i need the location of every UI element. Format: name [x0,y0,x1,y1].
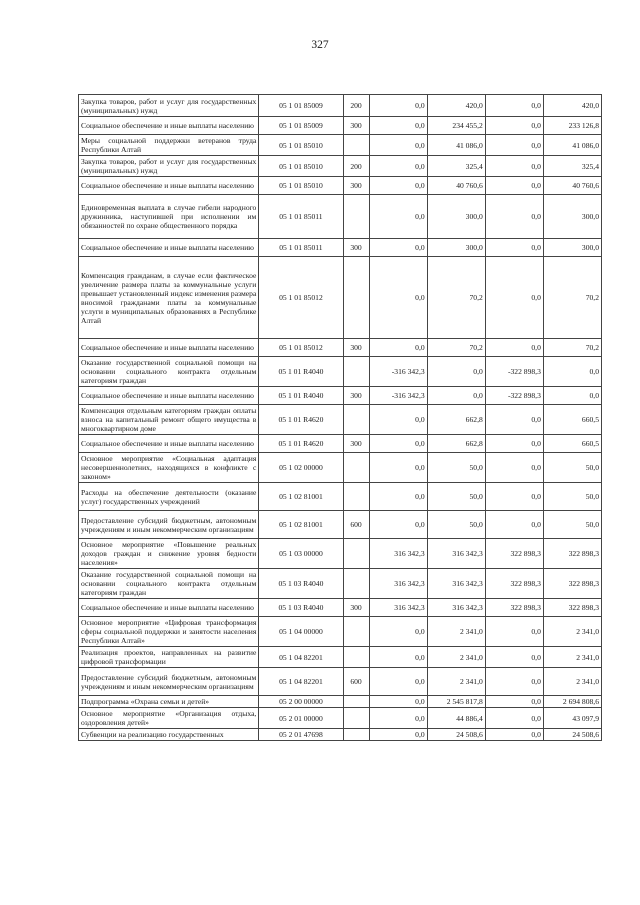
amount-cell: 0,0 [369,177,427,195]
expense-type-code: 300 [343,177,369,195]
target-article-code: 05 2 01 00000 [259,708,343,729]
amount-cell: 316 342,3 [369,569,427,599]
amount-cell: 41 086,0 [427,135,485,156]
target-article-code: 05 1 01 85009 [259,95,343,117]
expense-type-code: 300 [343,117,369,135]
expense-item-name: Оказание государственной социальной помощи на основании социального контракта отдельным категориям граждан [79,357,259,387]
expense-item-name: Закупка товаров, работ и услуг для государственных (муниципальных) нужд [79,95,259,117]
amount-cell: 0,0 [485,668,543,696]
amount-cell: 70,2 [543,339,601,357]
amount-cell: 40 760,6 [427,177,485,195]
table-row [79,357,602,387]
amount-cell: 662,8 [427,405,485,435]
expense-type-code [343,483,369,511]
budget-table-body [79,95,602,741]
amount-cell: 70,2 [427,339,485,357]
expense-item-name: Социальное обеспечение и иные выплаты населению [79,177,259,195]
expense-item-name: Социальное обеспечение и иные выплаты населению [79,387,259,405]
expense-type-code: 300 [343,435,369,453]
amount-cell: 300,0 [543,195,601,239]
table-row [79,95,602,117]
budget-table [78,94,602,741]
table-row [79,339,602,357]
amount-cell: 24 508,6 [427,729,485,741]
table-row [79,257,602,339]
amount-cell: 2 545 817,8 [427,696,485,708]
amount-cell: 50,0 [427,511,485,539]
amount-cell: 0,0 [543,357,601,387]
amount-cell: 0,0 [369,156,427,177]
expense-item-name: Предоставление субсидий бюджетным, автономным учреждениям и иным некоммерческим организациям [79,511,259,539]
expense-item-name: Расходы на обеспечение деятельности (оказание услуг) государственных учреждений [79,483,259,511]
expense-type-code: 200 [343,156,369,177]
target-article-code: 05 1 01 85010 [259,135,343,156]
amount-cell: 2 341,0 [427,617,485,647]
amount-cell: 0,0 [485,435,543,453]
amount-cell: 0,0 [369,435,427,453]
expense-item-name: Социальное обеспечение и иные выплаты населению [79,435,259,453]
target-article-code: 05 1 01 R4040 [259,387,343,405]
expense-item-name: Компенсация отдельным категориям граждан оплаты взноса на капитальный ремонт общего имущества в многоквартирном доме [79,405,259,435]
amount-cell: 662,8 [427,435,485,453]
target-article-code: 05 1 04 00000 [259,617,343,647]
amount-cell: 0,0 [485,177,543,195]
amount-cell: 420,0 [427,95,485,117]
target-article-code: 05 1 02 81001 [259,483,343,511]
amount-cell: 0,0 [369,453,427,483]
amount-cell: 0,0 [543,387,601,405]
table-row [79,599,602,617]
amount-cell: 420,0 [543,95,601,117]
table-row [79,617,602,647]
table-row [79,117,602,135]
table-row [79,511,602,539]
amount-cell: 322 898,3 [485,599,543,617]
expense-item-name: Реализация проектов, направленных на развитие цифровой трансформации [79,647,259,668]
target-article-code: 05 1 03 R4040 [259,569,343,599]
amount-cell: 0,0 [485,239,543,257]
amount-cell: 0,0 [485,257,543,339]
amount-cell: 70,2 [543,257,601,339]
target-article-code: 05 1 01 R4620 [259,435,343,453]
target-article-code: 05 1 01 85010 [259,177,343,195]
amount-cell: 0,0 [485,453,543,483]
expense-item-name: Субвенции на реализацию государственных [79,729,259,741]
expense-item-name: Основное мероприятие «Социальная адаптация несовершеннолетних, находящихся в конфликте с законом» [79,453,259,483]
amount-cell: 2 341,0 [427,647,485,668]
expense-type-code [343,729,369,741]
amount-cell: 0,0 [369,708,427,729]
target-article-code: 05 2 00 00000 [259,696,343,708]
table-row [79,435,602,453]
amount-cell: 322 898,3 [485,569,543,599]
expense-type-code [343,195,369,239]
amount-cell: 325,4 [543,156,601,177]
amount-cell: 316 342,3 [427,569,485,599]
amount-cell: 0,0 [369,696,427,708]
amount-cell: 300,0 [427,239,485,257]
expense-type-code [343,135,369,156]
expense-type-code [343,453,369,483]
amount-cell: 0,0 [369,405,427,435]
target-article-code: 05 1 01 85012 [259,257,343,339]
amount-cell: 0,0 [369,511,427,539]
expense-type-code: 600 [343,668,369,696]
amount-cell: 44 886,4 [427,708,485,729]
amount-cell: 322 898,3 [485,539,543,569]
amount-cell: 50,0 [427,453,485,483]
amount-cell: 322 898,3 [543,539,601,569]
page-number: 327 [311,39,329,51]
table-row [79,195,602,239]
expense-item-name: Закупка товаров, работ и услуг для государственных (муниципальных) нужд [79,156,259,177]
target-article-code: 05 1 01 85011 [259,195,343,239]
amount-cell: 0,0 [369,729,427,741]
expense-item-name: Основное мероприятие «Организация отдыха, оздоровления детей» [79,708,259,729]
amount-cell: 300,0 [543,239,601,257]
amount-cell: 233 126,8 [543,117,601,135]
target-article-code: 05 1 04 82201 [259,668,343,696]
amount-cell: 2 341,0 [543,668,601,696]
table-row [79,569,602,599]
expense-type-code [343,647,369,668]
amount-cell: 0,0 [485,339,543,357]
amount-cell: 0,0 [369,239,427,257]
amount-cell: 325,4 [427,156,485,177]
amount-cell: 0,0 [485,708,543,729]
amount-cell: 0,0 [485,696,543,708]
expense-item-name: Социальное обеспечение и иные выплаты населению [79,239,259,257]
amount-cell: 316 342,3 [427,599,485,617]
amount-cell: 0,0 [369,617,427,647]
amount-cell: 0,0 [369,483,427,511]
table-row [79,696,602,708]
amount-cell: 0,0 [485,617,543,647]
expense-type-code: 300 [343,599,369,617]
amount-cell: 300,0 [427,195,485,239]
expense-type-code: 600 [343,511,369,539]
amount-cell: 0,0 [369,95,427,117]
table-row [79,539,602,569]
table-row [79,239,602,257]
amount-cell: 316 342,3 [369,539,427,569]
amount-cell: 0,0 [369,257,427,339]
amount-cell: 0,0 [485,135,543,156]
target-article-code: 05 1 02 81001 [259,511,343,539]
target-article-code: 05 1 03 R4040 [259,599,343,617]
amount-cell: 50,0 [427,483,485,511]
expense-type-code [343,617,369,647]
expense-type-code [343,257,369,339]
amount-cell: 0,0 [485,156,543,177]
expense-type-code: 300 [343,387,369,405]
amount-cell: 0,0 [485,117,543,135]
table-row [79,387,602,405]
table-row [79,668,602,696]
amount-cell: -316 342,3 [369,357,427,387]
table-row [79,156,602,177]
amount-cell: 0,0 [485,405,543,435]
amount-cell: 316 342,3 [369,599,427,617]
target-article-code: 05 1 01 85012 [259,339,343,357]
target-article-code: 05 1 01 85011 [259,239,343,257]
expense-item-name: Предоставление субсидий бюджетным, автономным учреждениям и иным некоммерческим организациям [79,668,259,696]
expense-item-name: Подпрограмма «Охрана семьи и детей» [79,696,259,708]
amount-cell: 2 341,0 [427,668,485,696]
amount-cell: 322 898,3 [543,569,601,599]
amount-cell: 70,2 [427,257,485,339]
expense-item-name: Основное мероприятие «Повышение реальных доходов граждан и снижение уровня бедности населения» [79,539,259,569]
expense-type-code [343,539,369,569]
amount-cell: 0,0 [369,668,427,696]
amount-cell: 0,0 [485,195,543,239]
amount-cell: 0,0 [369,135,427,156]
amount-cell: 43 097,9 [543,708,601,729]
amount-cell: 0,0 [485,95,543,117]
expense-type-code: 300 [343,339,369,357]
expense-item-name: Социальное обеспечение и иные выплаты населению [79,599,259,617]
expense-type-code: 300 [343,239,369,257]
expense-item-name: Социальное обеспечение и иные выплаты населению [79,117,259,135]
expense-item-name: Оказание государственной социальной помощи на основании социального контракта отдельным категориям граждан [79,569,259,599]
amount-cell: 50,0 [543,453,601,483]
amount-cell: -322 898,3 [485,357,543,387]
target-article-code: 05 1 01 85009 [259,117,343,135]
amount-cell: 41 086,0 [543,135,601,156]
amount-cell: 0,0 [427,387,485,405]
amount-cell: 316 342,3 [427,539,485,569]
amount-cell: 2 341,0 [543,647,601,668]
amount-cell: 0,0 [369,647,427,668]
amount-cell: 322 898,3 [543,599,601,617]
table-row [79,483,602,511]
amount-cell: 50,0 [543,511,601,539]
amount-cell: 0,0 [485,483,543,511]
target-article-code: 05 1 01 R4040 [259,357,343,387]
amount-cell: 660,5 [543,405,601,435]
table-row [79,729,602,741]
amount-cell: 0,0 [485,729,543,741]
expense-item-name: Компенсация гражданам, в случае если фактическое увеличение размера платы за коммунальные услуги превышает установленный индекс изменения размера вносимой гражданами платы за коммунальные услуги в муниципальных образованиях в Республике Алтай [79,257,259,339]
amount-cell: -316 342,3 [369,387,427,405]
target-article-code: 05 1 03 00000 [259,539,343,569]
target-article-code: 05 1 02 00000 [259,453,343,483]
table-row [79,647,602,668]
amount-cell: 40 760,6 [543,177,601,195]
expense-type-code [343,696,369,708]
amount-cell: 660,5 [543,435,601,453]
amount-cell: 0,0 [485,511,543,539]
table-row [79,708,602,729]
expense-type-code: 200 [343,95,369,117]
expense-type-code [343,708,369,729]
target-article-code: 05 2 01 47698 [259,729,343,741]
amount-cell: 2 341,0 [543,617,601,647]
amount-cell: 24 508,6 [543,729,601,741]
expense-item-name: Основное мероприятие «Цифровая трансформация сферы социальной поддержки и занятости населения Республики Алтай» [79,617,259,647]
expense-type-code [343,405,369,435]
amount-cell: 0,0 [427,357,485,387]
amount-cell: 0,0 [485,647,543,668]
amount-cell: 0,0 [369,195,427,239]
target-article-code: 05 1 01 R4620 [259,405,343,435]
amount-cell: -322 898,3 [485,387,543,405]
amount-cell: 0,0 [369,117,427,135]
amount-cell: 234 455,2 [427,117,485,135]
expense-item-name: Меры социальной поддержки ветеранов труда Республики Алтай [79,135,259,156]
table-row [79,453,602,483]
amount-cell: 50,0 [543,483,601,511]
amount-cell: 2 694 808,6 [543,696,601,708]
target-article-code: 05 1 04 82201 [259,647,343,668]
expense-item-name: Единовременная выплата в случае гибели народного дружинника, наступившей при исполнении им обязанностей по охране общественного порядка [79,195,259,239]
target-article-code: 05 1 01 85010 [259,156,343,177]
table-row [79,177,602,195]
table-row [79,135,602,156]
expense-type-code [343,569,369,599]
expense-item-name: Социальное обеспечение и иные выплаты населению [79,339,259,357]
expense-type-code [343,357,369,387]
table-row [79,405,602,435]
amount-cell: 0,0 [369,339,427,357]
